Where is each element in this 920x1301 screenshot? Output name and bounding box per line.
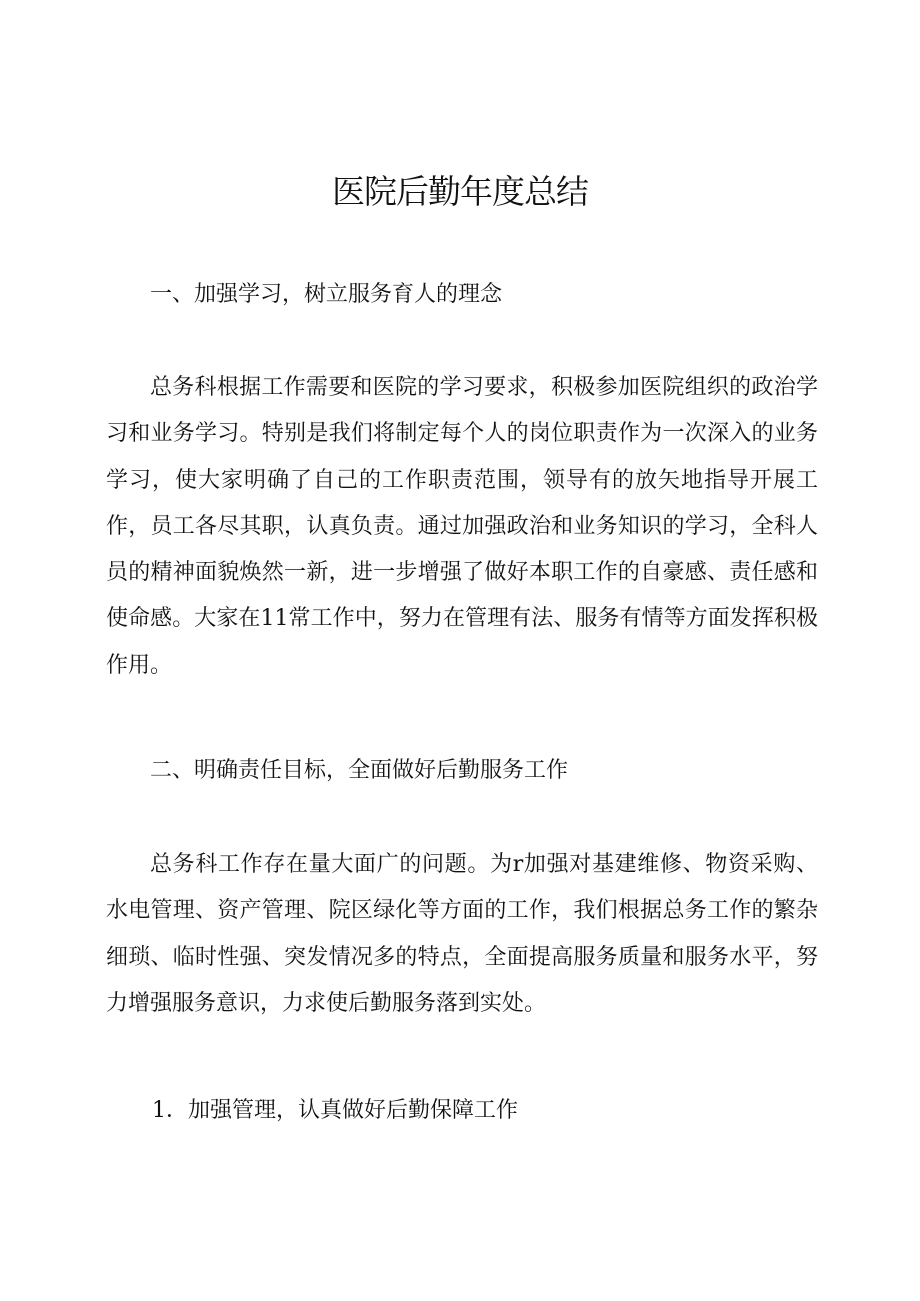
section-heading-1: 一、加强学习，树立服务育人的理念 — [150, 282, 503, 307]
section-paragraph-2: 总务科工作存在量大面广的问题。为r加强对基建维修、物资采购、水电管理、资产管理、院区绿化等方面的工作，我们根据总务工作的繁杂细琐、临时性强、突发情况多的特点，全面提高服务质量和服务水平，努力增强服务意识，力求使后勤服务落到实处。 — [106, 852, 818, 1016]
section-heading-2: 二、明确责任目标，全面做好后勤服务工作 — [150, 758, 569, 783]
section-heading-3: 1．加强管理，认真做好后勤保障工作 — [152, 1098, 518, 1123]
document-title: 医院后勤年度总结 — [332, 172, 588, 211]
section-paragraph-1: 总务科根据工作需要和医院的学习要求，积极参加医院组织的政治学习和业务学习。特别是我们将制定每个人的岗位职责作为一次深入的业务学习，使大家明确了自己的工作职责范围，领导有的放矢地指导开展工作，员工各尽其职，认真负责。通过加强政治和业务知识的学习，全科人员的精神面貌焕然一新，进一步增强了做好本职工作的自豪感、责任感和使命感。大家在11常工作中，努力在管理有法、服务有情等方面发挥积极作用。 — [106, 375, 818, 678]
